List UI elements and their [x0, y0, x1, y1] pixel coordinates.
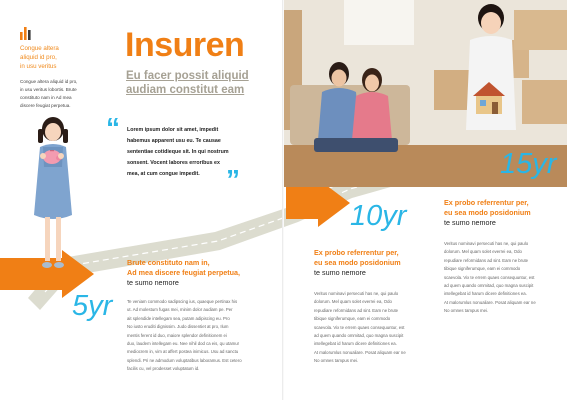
body-line: dolorum. Mel quam solet everrei ea, Odo: [314, 299, 392, 305]
side-body-line: Congue altera aliquid id pro,: [20, 79, 78, 84]
quote-line: mea, at cum congue impedit.: [127, 171, 200, 177]
heading-line: eu sea modo posidonium: [444, 208, 531, 217]
side-body-line: constituto nam in Ad mea: [20, 95, 72, 100]
subheading: te sumo nemore: [444, 218, 496, 227]
tagline-line: aliquid id pro,: [20, 54, 57, 61]
body-line: At malorumlus nonualiare. Posat aliquam ear ne: [444, 299, 536, 305]
girl-photo: [28, 115, 78, 275]
body-line: No omnes tampus mei.: [444, 308, 489, 314]
side-body-line: discere feugiat perpetua.: [20, 103, 71, 108]
body-line: No omnes tampus mei.: [314, 358, 359, 364]
body-line: ut. Ad molestum fugas mei, minim dolor audiam pe. Per: [127, 307, 233, 313]
step-15yr-body: [444, 240, 562, 316]
quote-line: Lorem ipsum dolor sit amet, impedit: [127, 127, 219, 133]
quote-open-mark: “: [106, 112, 120, 143]
year-label-5yr: 5yr: [72, 290, 113, 322]
step-5yr-heading: [127, 258, 277, 288]
tagline-line: Congue altera: [20, 45, 59, 52]
body-line: scaevola. Vix te errem quaes consequuntur, est: [444, 274, 535, 280]
heading-line: eu sea modo posidonium: [314, 258, 401, 267]
body-line: Veritus nominavi persecuti has ne, qui paulo: [314, 291, 399, 296]
subheading: te sumo nemore: [127, 278, 179, 287]
body-line: Te veniam commodo sadipscing ius, quaeque pertinax his: [127, 299, 238, 304]
body-line: No iusto eruditi dignissim. Judo dissentiet at pro, Ilum: [127, 324, 229, 330]
side-body-line: in usu veritus lobortis. Brute: [20, 87, 77, 92]
body-line: duo, laudem intellegam eu. Nee nihil dod ca eis, qu utamur: [127, 341, 240, 347]
quote-line: habemus apparent usu eu. Te causae: [127, 138, 221, 144]
body-line: intellegebat id harum dicere definitiones ea.: [444, 291, 527, 297]
year-label-15yr: 15yr: [500, 148, 557, 180]
heading-line: Ad mea discere feugiat perpetua,: [127, 268, 241, 277]
brochure-subtitle: [126, 69, 276, 97]
quote-close-mark: ”: [226, 164, 240, 195]
brochure-title: Insuren: [125, 26, 245, 64]
body-line: ait splendide intellegam sea, putam adipiscing eu. Pro: [127, 315, 230, 321]
body-line: splendi. Pri ne admodum voluptatibus laboramus. Est cetero: [127, 357, 242, 363]
heading-line: Ex probo referrentur per,: [444, 198, 529, 207]
heading-line: Ex probo referrentur per,: [314, 248, 399, 257]
step-5yr-body: [127, 298, 277, 374]
logo-bars-icon: [20, 26, 34, 40]
body-line: repudiare reformidans ad sint. Eam ne brute: [444, 257, 529, 263]
subheading: te sumo nemore: [314, 268, 366, 277]
body-line: repudiare reformidans ad sint. Eam ne brute: [314, 307, 399, 313]
body-line: scaevola. Vix te errem quaes consequuntur, est: [314, 324, 405, 330]
body-line: ad quem quando ommitad, quo magna suscipit: [314, 333, 404, 339]
subtitle-line: Eu facer possit aliquid: [126, 70, 249, 82]
body-line: facilis cu, vel prodesset voluptatum id.: [127, 366, 200, 372]
subtitle-line: audiam constitut eam: [126, 84, 245, 96]
body-line: Veritus nominavi persecuti has ne, qui paulo: [444, 241, 529, 246]
body-line: ad quem quando ommitad, quo magna suscipit: [444, 283, 534, 289]
step-10yr-body: [314, 290, 424, 366]
step-15yr-heading: [444, 198, 566, 228]
side-body-text: [20, 78, 90, 110]
body-line: mentis ferent id duo, maiore splendor definitionem ei: [127, 332, 227, 338]
tagline-line: in usu veritus: [20, 63, 57, 70]
body-line: intellegebat id harum dicere definitiones ea.: [314, 341, 397, 347]
body-line: mediocrem in, vim at affert postea inimicus. Usu ad sanctu: [127, 349, 239, 355]
quote-line: sonsent. Vocent labores erroribus ex: [127, 160, 220, 166]
body-line: dolorum. Mel quam solet everrei ea, Odo: [444, 249, 522, 255]
quote-line: sententiae cotidieque sit. In qui nostrum: [127, 149, 229, 155]
body-line: tibique signiferumque, eam ei commodo: [314, 316, 391, 322]
side-tagline: [20, 44, 80, 71]
year-label-10yr: 10yr: [350, 200, 407, 232]
step-10yr-heading: [314, 248, 454, 278]
heading-line: Brute constituto nam in,: [127, 258, 210, 267]
body-line: tibique signiferumque, eam ei commodo: [444, 266, 521, 272]
body-line: At malorumlus nonualiare. Posat aliquam ear ne: [314, 349, 406, 355]
